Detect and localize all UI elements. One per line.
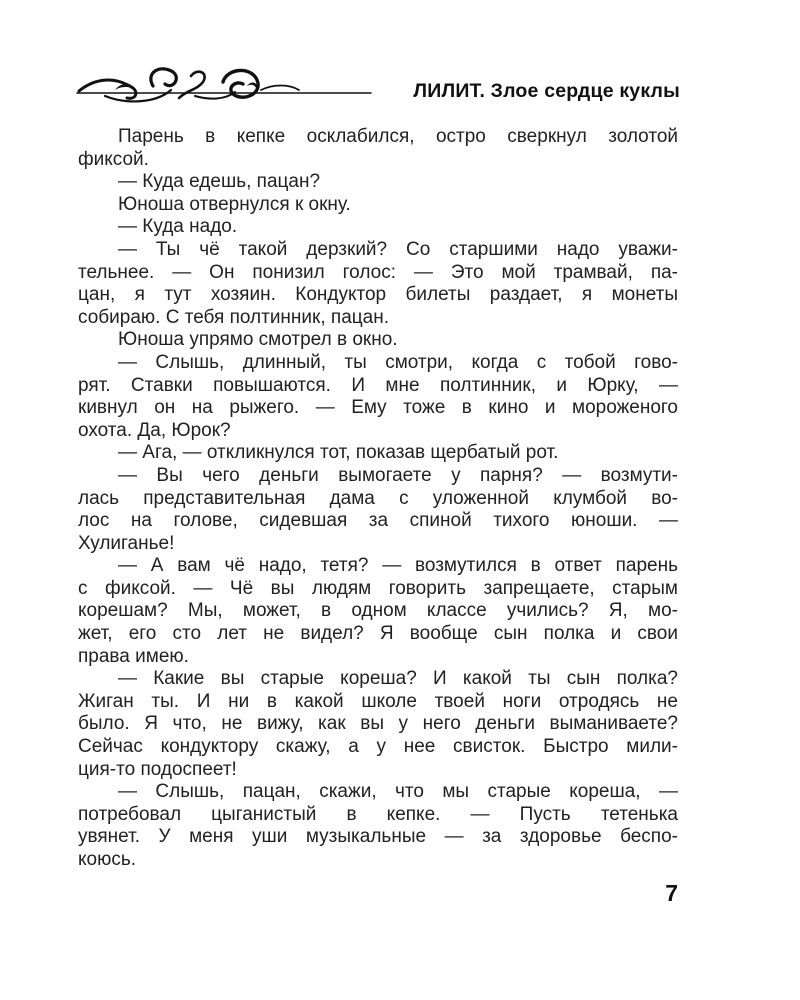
text-line: корешам? Мы, может, в одном классе учились? Я, мо- (78, 600, 678, 622)
text-line: Хулиганье! (78, 532, 175, 554)
text-line: фиксой. (78, 148, 149, 170)
text-line: — Ага, — откликнулся тот, показав щербатый рот. (118, 442, 559, 464)
text-line: — Куда едешь, пацан? (118, 171, 321, 193)
text-line: — Вы чего деньги вымогаете у парня? — возмути- (118, 464, 678, 486)
text-line: Сейчас кондуктору скажу, а у нее свисток. Быстро мили- (78, 736, 678, 758)
text-line: коюсь. (78, 849, 137, 870)
text-line: ция-то подоспеет! (78, 758, 237, 780)
text-line: — Какие вы старые кореша? И какой ты сын полка? (118, 668, 678, 690)
text-line: с фиксой. — Чё вы людям говорить запрещаете, старым (78, 577, 678, 599)
text-line: потребовал цыганистый в кепке. — Пусть тетенька (78, 803, 678, 825)
text-line: кивнул он на рыжего. — Ему тоже в кино и мороженого (78, 397, 678, 419)
text-line: увянет. У меня уши музыкальные — за здоровье беспо- (78, 826, 678, 848)
text-line: лос на голове, сидевшая за спиной тихого юноши. — (78, 510, 678, 532)
page-number: 7 (665, 880, 678, 906)
text-line: собираю. С тебя полтинник, пацан. (78, 306, 389, 328)
text-line: Юноша упрямо смотрел в окно. (118, 329, 398, 351)
text-line: — Ты чё такой дерзкий? Со старшими надо уважи- (118, 238, 678, 260)
text-line: — Куда надо. (118, 216, 238, 238)
text-line: права имею. (78, 645, 189, 667)
text-line: лась представительная дама с уложенной клумбой во- (78, 487, 678, 509)
body-text (78, 126, 678, 872)
text-line: тельнее. — Он понизил голос: — Это мой трамвай, па- (78, 261, 678, 283)
text-line: Жиган ты. И ни в какой школе твоей ноги отродясь не (78, 690, 678, 712)
text-line: — Слышь, длинный, ты смотри, когда с тобой гово- (118, 351, 678, 373)
flourish-ornament (75, 60, 375, 112)
text-line: было. Я что, не вижу, как вы у него деньги выманиваете? (78, 713, 678, 735)
text-line: жет, его сто лет не видел? Я вообще сын полка и свои (78, 623, 678, 645)
text-line: — А вам чё надо, тетя? — возмутился в ответ парень (118, 555, 678, 577)
running-title: ЛИЛИТ. Злое сердце куклы (413, 80, 680, 102)
text-line: Юноша отвернулся к окну. (118, 193, 351, 215)
text-line: — Слышь, пацан, скажи, что мы старые кореша, — (118, 781, 678, 803)
text-line: рят. Ставки повышаются. И мне полтинник, и Юрку, — (78, 374, 678, 396)
page-header (75, 60, 680, 112)
text-line: охота. Да, Юрок? (78, 419, 231, 441)
text-line: Парень в кепке осклабился, остро сверкнул золотой (118, 126, 678, 147)
text-line: цан, я тут хозяин. Кондуктор билеты раздает, я монеты (78, 284, 678, 306)
